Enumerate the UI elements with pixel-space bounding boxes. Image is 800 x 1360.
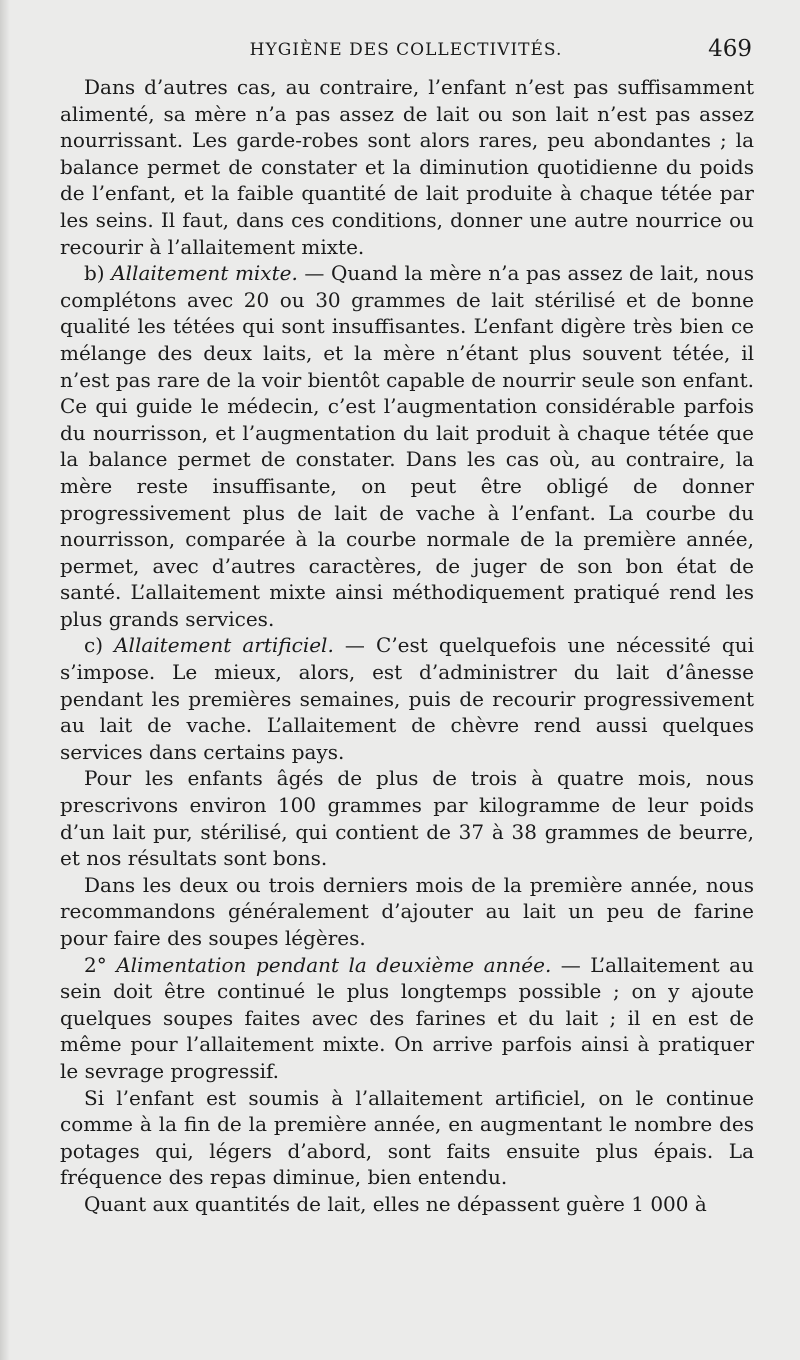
paragraph-7 xyxy=(60,1085,754,1191)
section-heading: Allaitement artificiel. xyxy=(114,633,334,658)
paragraph-8 xyxy=(60,1191,754,1218)
paragraph-5 xyxy=(60,872,754,952)
list-marker: b) xyxy=(84,261,112,286)
paragraph-text: Pour les enfants âgés de plus de trois à quatre mois, nous prescrivons environ 100 grammes par kilogramme de leur poids d’un lait pur, stérilisé, qui contient de 37 à 38 grammes de beurre, et nos résultats sont bons. xyxy=(60,766,754,871)
paragraph-2 xyxy=(60,260,754,632)
page-header xyxy=(60,36,752,66)
running-title: HYGIÈNE DES COLLECTIVITÉS. xyxy=(249,40,563,60)
paragraph-text: — L’allaitement au sein doit être continué le plus longtemps possible ; on y ajoute quelques soupes faites avec des farines et du lait ; il en est de même pour l’allaitement mixte. On arrive parfois ainsi à pratiquer le sevrage progressif. xyxy=(60,952,754,1083)
paragraph-text: — C’est quelquefois une nécessité qui s’impose. Le mieux, alors, est d’administrer du lait d’ânesse pendant les premières semaines, puis de recourir progressivement au lait de vache. L’allaitement de chèvre rend aussi quelques services dans certains pays. xyxy=(60,633,754,764)
paragraph-text: Quant aux quantités de lait, elles ne dépassent guère 1 000 à xyxy=(84,1191,707,1216)
body-text xyxy=(60,74,754,1218)
paragraph-text: Si l’enfant est soumis à l’allaitement artificiel, on le continue comme à la fin de la première année, en augmentant le nombre des potages qui, légers d’abord, sont faits ensuite plus épais. La fréquence des repas diminue, bien entendu. xyxy=(60,1085,754,1190)
paragraph-3 xyxy=(60,632,754,765)
paragraph-6 xyxy=(60,952,754,1085)
page-number: 469 xyxy=(708,36,752,62)
paragraph-text: Dans les deux ou trois derniers mois de la première année, nous recommandons généralement d’ajouter au lait un peu de farine pour faire des soupes légères. xyxy=(60,872,754,950)
paragraph-text: Dans d’autres cas, au contraire, l’enfant n’est pas suffisamment alimenté, sa mère n’a pas assez de lait ou son lait n’est pas assez nourrissant. Les garde-robes sont alors rares, peu abondantes ; la balance permet de constater et la diminution quotidienne du poids de l’enfant, et la faible quantité de lait produite à chaque tétée par les seins. Il faut, dans ces conditions, donner une autre nourrice ou recourir à l’allaitement mixte. xyxy=(60,75,754,259)
section-heading: Alimentation pendant la deuxième année. xyxy=(116,952,552,977)
list-marker: 2° xyxy=(84,952,117,977)
paragraph-1 xyxy=(60,74,754,260)
list-marker: c) xyxy=(84,633,115,658)
paragraph-text: — Quand la mère n’a pas assez de lait, nous complétons avec 20 ou 30 grammes de lait stérilisé et de bonne qualité les tétées qui sont insuffisantes. L’enfant digère très bien ce mélange des deux laits, et la mère n’étant plus souvent tétée, il n’est pas rare de la voir bientôt capable de nourrir seule son enfant. Ce qui guide le médecin, c’est l’augmentation considérable parfois du nourrisson, et l’augmentation du lait produit à chaque tétée que la balance permet de constater. Dans les cas où, au contraire, la mère reste insuffisante, on peut être obligé de donner progressivement plus de lait de vache à l’enfant. La courbe du nourrisson, comparée à la courbe normale de la première année, permet, avec d’autres caractères, de juger de son bon état de santé. L’allaitement mixte ainsi méthodiquement pratiqué rend les plus grands services. xyxy=(60,261,754,631)
section-heading: Allaitement mixte. xyxy=(111,261,298,286)
paragraph-4 xyxy=(60,765,754,871)
